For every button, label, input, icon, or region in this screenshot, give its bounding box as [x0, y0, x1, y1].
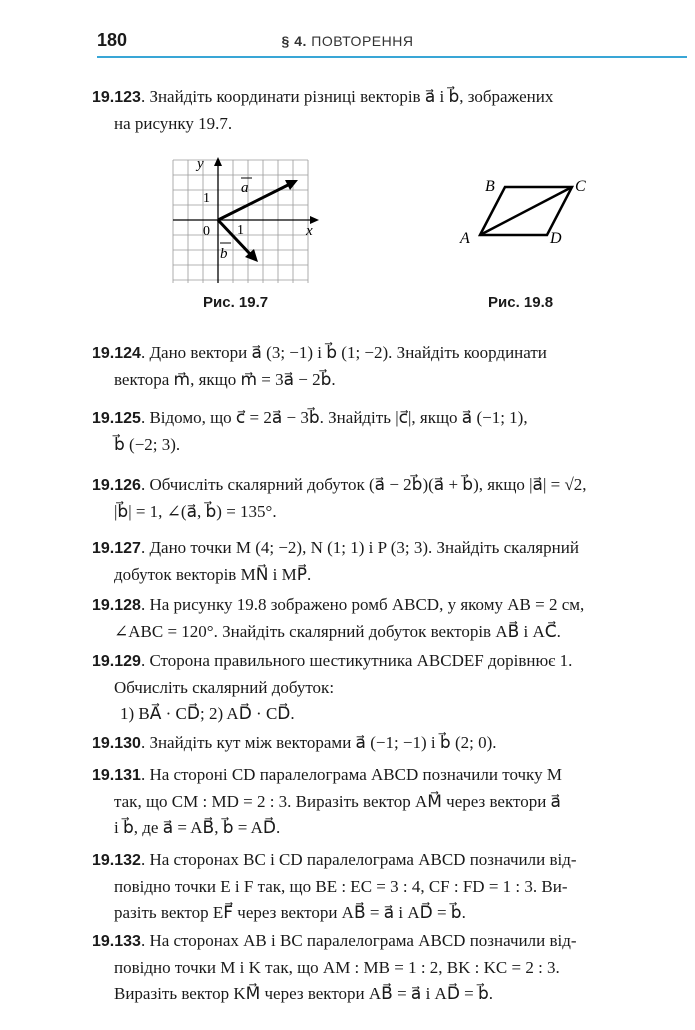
- grid: [173, 160, 308, 283]
- problem-number: 19.130: [92, 735, 141, 752]
- header-divider: [97, 56, 687, 58]
- section-prefix: § 4.: [281, 33, 307, 49]
- problem-19-133: 19.133. На сторонах AB і BC паралелограма ABCD позначили від- повідно точки M і K так, що AM : MB = 1 : 2, BK : KC = 2 : 3. Виразіть вектор KM⃗ через вектори AB⃗ = a⃗ і AD⃗ = b⃗.: [92, 928, 686, 1007]
- problem-number: 19.126: [92, 477, 141, 494]
- problem-number: 19.128: [92, 597, 141, 614]
- problem-line: і b⃗, де a⃗ = AB⃗, b⃗ = AD⃗.: [114, 818, 281, 837]
- problem-19-127: 19.127. Дано точки M (4; −2), N (1; 1) і P (3; 3). Знайдіть скалярний добуток векторів MN⃗ і MP⃗.: [92, 535, 686, 588]
- problem-line: ∠ABC = 120°. Знайдіть скалярний добуток векторів AB⃗ і AC⃗.: [114, 622, 561, 641]
- page-number: 180: [97, 30, 128, 50]
- y-axis-arrow: [214, 157, 222, 166]
- problem-line: b⃗ (−2; 3).: [114, 435, 181, 454]
- problem-number: 19.127: [92, 540, 141, 557]
- problem-line: повідно точки M і K так, що AM : MB = 1 : 2, BK : KC = 2 : 3.: [114, 958, 560, 977]
- problem-line: Знайдіть координати різниці векторів a⃗ і b⃗, зображених: [149, 87, 554, 106]
- problem-line: На рисунку 19.8 зображено ромб ABCD, у якому AB = 2 см,: [149, 595, 585, 614]
- problem-line: |b⃗| = 1, ∠(a⃗, b⃗) = 135°.: [114, 502, 277, 521]
- vertex-c: C: [575, 178, 586, 195]
- problem-line: На сторонах BC і CD паралелограма ABCD позначили від-: [149, 850, 577, 869]
- problem-number: 19.129: [92, 653, 141, 670]
- problem-19-129: 19.129. Сторона правильного шестикутника ABCDEF дорівнює 1. Обчисліть скалярний добуток: 1) BA⃗ · CD⃗; 2) AD⃗ · CD⃗.: [92, 648, 686, 727]
- problem-number: 19.133: [92, 933, 141, 950]
- label-one-y: 1: [203, 191, 210, 206]
- problem-line: Відомо, що c⃗ = 2a⃗ − 3b⃗. Знайдіть |c⃗|, якщо a⃗ (−1; 1),: [149, 408, 528, 427]
- caption-fig-19-8: Рис. 19.8: [488, 294, 554, 311]
- problem-19-130: 19.130. Знайдіть кут між векторами a⃗ (−1; −1) і b⃗ (2; 0).: [92, 733, 497, 752]
- problem-19-123: 19.123. Знайдіть координати різниці векторів a⃗ і b⃗, зображених на рисунку 19.7.: [92, 84, 686, 137]
- problem-19-124: 19.124. Дано вектори a⃗ (3; −1) і b⃗ (1; −2). Знайдіть координати вектора m⃗, якщо m⃗ = 3a⃗ − 2b⃗.: [92, 340, 686, 393]
- problem-line: так, що CM : MD = 2 : 3. Виразіть вектор AM⃗ через вектори a⃗: [114, 792, 561, 811]
- problem-19-126: 19.126. Обчисліть скалярний добуток (a⃗ − 2b⃗)(a⃗ + b⃗), якщо |a⃗| = √2, |b⃗| = 1, ∠(a⃗, b⃗) = 135°.: [92, 472, 686, 525]
- label-zero: 0: [203, 224, 210, 239]
- problem-number: 19.131: [92, 767, 141, 784]
- problem-line: 1) BA⃗ · CD⃗; 2) AD⃗ · CD⃗.: [120, 704, 295, 723]
- label-vec-a: a: [241, 180, 249, 196]
- problem-line: На сторонах AB і BC паралелограма ABCD позначили від-: [149, 931, 577, 950]
- label-vec-b: b: [220, 246, 228, 262]
- problem-19-131: 19.131. На стороні CD паралелограма ABCD позначили точку M так, що CM : MD = 2 : 3. Виразіть вектор AM⃗ через вектори a⃗ і b⃗, де a⃗ = AB⃗, b⃗ = AD⃗.: [92, 762, 686, 841]
- problem-number: 19.124: [92, 345, 141, 362]
- vertex-d: D: [550, 230, 562, 247]
- label-y: y: [197, 156, 204, 172]
- figure-19-7: [165, 155, 325, 285]
- problem-line: Дано вектори a⃗ (3; −1) і b⃗ (1; −2). Знайдіть координати: [149, 343, 547, 362]
- problem-line: вектора m⃗, якщо m⃗ = 3a⃗ − 2b⃗.: [114, 370, 336, 389]
- problem-number: 19.132: [92, 852, 141, 869]
- problem-number: 19.125: [92, 410, 141, 427]
- problem-line: повідно точки E і F так, що BE : EC = 3 : 4, CF : FD = 1 : 3. Ви-: [114, 877, 568, 896]
- section-name: ПОВТОРЕННЯ: [311, 33, 414, 49]
- vertex-a: A: [460, 230, 470, 247]
- vector-a: [218, 184, 290, 220]
- vertex-b: B: [485, 178, 495, 195]
- problem-line: Сторона правильного шестикутника ABCDEF дорівнює 1.: [149, 651, 573, 670]
- problem-line: разіть вектор EF⃗ через вектори AB⃗ = a⃗ і AD⃗ = b⃗.: [114, 903, 466, 922]
- label-one-x: 1: [237, 223, 244, 238]
- label-x: x: [306, 223, 313, 239]
- problem-line: Дано точки M (4; −2), N (1; 1) і P (3; 3). Знайдіть скалярний: [149, 538, 579, 557]
- problem-line: на рисунку 19.7.: [114, 114, 233, 133]
- problem-line: На стороні CD паралелограма ABCD позначили точку M: [149, 765, 562, 784]
- problem-19-125: 19.125. Відомо, що c⃗ = 2a⃗ − 3b⃗. Знайдіть |c⃗|, якщо a⃗ (−1; 1), b⃗ (−2; 3).: [92, 405, 686, 458]
- problem-number: 19.123: [92, 89, 141, 106]
- problem-line: Знайдіть кут між векторами a⃗ (−1; −1) і b⃗ (2; 0).: [149, 733, 497, 752]
- caption-fig-19-7: Рис. 19.7: [203, 294, 269, 311]
- problem-line: добуток векторів MN⃗ і MP⃗.: [114, 565, 312, 584]
- figure-19-8: [455, 172, 595, 252]
- problem-19-132: 19.132. На сторонах BC і CD паралелограма ABCD позначили від- повідно точки E і F так, що BE : EC = 3 : 4, CF : FD = 1 : 3. Ви- разіть вектор EF⃗ через вектори AB⃗ = a⃗ і AD⃗ = b⃗.: [92, 847, 686, 926]
- section-title: [0, 33, 695, 49]
- problem-line: Обчисліть скалярний добуток (a⃗ − 2b⃗)(a⃗ + b⃗), якщо |a⃗| = √2,: [149, 475, 587, 494]
- problem-19-128: 19.128. На рисунку 19.8 зображено ромб ABCD, у якому AB = 2 см, ∠ABC = 120°. Знайдіть скалярний добуток векторів AB⃗ і AC⃗.: [92, 592, 686, 645]
- problem-line: Виразіть вектор KM⃗ через вектори AB⃗ = a⃗ і AD⃗ = b⃗.: [114, 984, 494, 1003]
- problem-line: Обчисліть скалярний добуток:: [114, 678, 335, 697]
